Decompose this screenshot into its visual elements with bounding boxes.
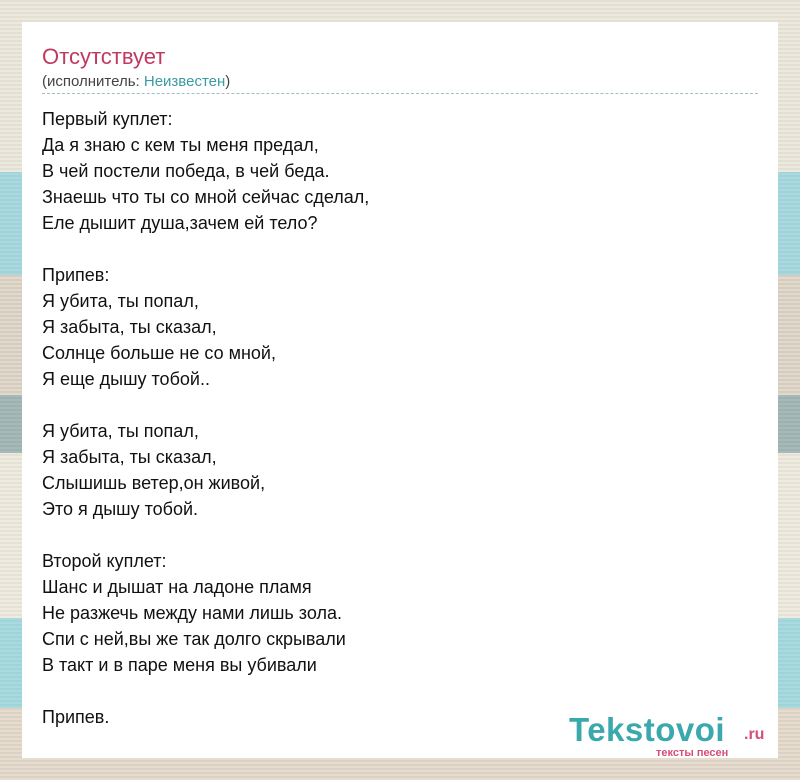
lyric-line: Знаешь что ты со мной сейчас сделал, [42, 187, 370, 207]
stanza-gap [42, 522, 722, 548]
lyric-line: В чей постели победа, в чей беда. [42, 161, 330, 181]
stanza-gap [42, 392, 722, 418]
artist-link[interactable]: Неизвестен [143, 73, 226, 90]
lyric-line: Не разжечь между нами лишь зола. [42, 603, 342, 623]
lyric-line: Я еще дышу тобой.. [42, 369, 210, 389]
lyric-line: Это я дышу тобой. [42, 499, 199, 519]
lyric-line: Припев. [42, 707, 110, 727]
divider [42, 93, 758, 94]
stanza-gap [42, 678, 722, 704]
stanza-gap [42, 236, 722, 262]
lyrics-text [42, 106, 722, 730]
song-title: Отсутствует [42, 44, 166, 69]
lyrics-card [22, 22, 778, 758]
artist-suffix: ) [225, 73, 231, 90]
lyric-line: Шанс и дышат на ладоне пламя [42, 577, 312, 597]
logo-domain: .ru [744, 726, 765, 743]
lyric-line: Спи с ней,вы же так долго скрывали [42, 629, 346, 649]
lyric-line: Я убита, ты попал, [42, 291, 199, 311]
lyric-line: Я забыта, ты сказал, [42, 317, 217, 337]
artist-prefix: (исполнитель: [42, 73, 144, 90]
lyric-line: Слышишь ветер,он живой, [42, 473, 266, 493]
lyric-line: Первый куплет: [42, 109, 173, 129]
lyric-line: В такт и в паре меня вы убивали [42, 655, 317, 675]
site-logo[interactable] [569, 712, 779, 758]
lyric-line: Припев: [42, 265, 110, 285]
lyric-line: Еле дышит душа,зачем ей тело? [42, 213, 318, 233]
logo-wordmark: Tekstovoi [569, 711, 726, 748]
lyric-line: Второй куплет: [42, 551, 167, 571]
lyric-line: Да я знаю с кем ты меня предал, [42, 135, 319, 155]
lyric-line: Я убита, ты попал, [42, 421, 199, 441]
lyric-line: Солнце больше не со мной, [42, 343, 276, 363]
logo-tagline: тексты песен [656, 747, 729, 759]
artist-line [42, 73, 230, 90]
lyric-line: Я забыта, ты сказал, [42, 447, 217, 467]
